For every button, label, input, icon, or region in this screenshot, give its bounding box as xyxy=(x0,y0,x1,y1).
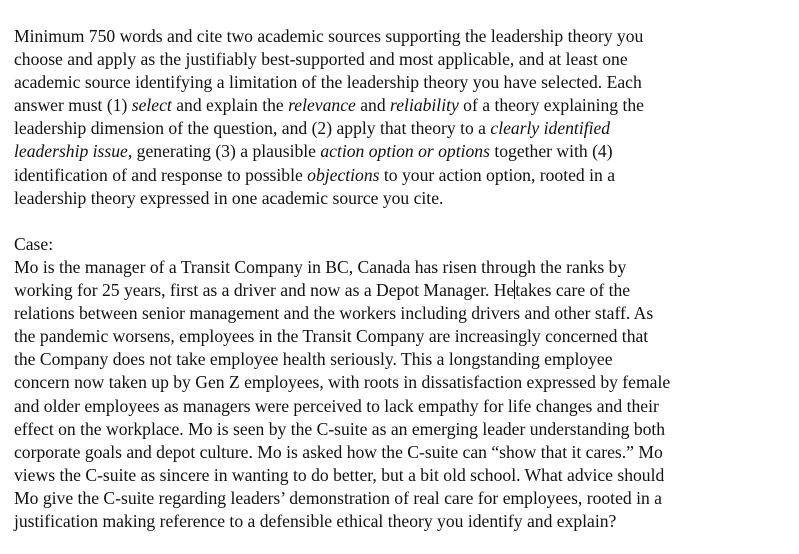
text-line: concern now taken up by Gen Z employees, with roots in dissatisfaction expressed by female xyxy=(14,372,671,393)
italic-clearly-identified: clearly identified xyxy=(490,118,611,139)
text-line: relations between senior management and the workers including drivers and other staff. As xyxy=(14,303,654,324)
instructions-paragraph xyxy=(14,25,794,210)
text-line: Minimum 750 words and cite two academic sources supporting the leadership theory you xyxy=(14,26,644,46)
text-line: justification making reference to a defensible ethical theory you identify and explain? xyxy=(14,510,617,531)
text-run: working for 25 years, first as a driver and now as a Depot Manager. He xyxy=(14,280,515,301)
text-line: Mo is the manager of a Transit Company in BC, Canada has risen through the ranks by xyxy=(14,256,627,277)
text-line[interactable] xyxy=(14,279,794,302)
text-run: of a theory explaining the xyxy=(458,95,644,116)
text-run: and xyxy=(355,95,391,116)
italic-objections: objections xyxy=(307,164,380,185)
italic-relevance: relevance xyxy=(288,95,356,116)
text-line: academic source identifying a limitation of the leadership theory you have selected. Each xyxy=(14,72,642,93)
text-line: leadership theory expressed in one academic source you cite. xyxy=(14,187,444,208)
text-line: and older employees as managers were perceived to lack empathy for life changes and their xyxy=(14,395,659,416)
text-line: Mo give the C-suite regarding leaders’ demonstration of real care for employees, rooted in a xyxy=(14,487,662,508)
text-line xyxy=(14,164,794,187)
text-run: leadership dimension of the question, and (2) apply that theory to a xyxy=(14,118,491,139)
text-line xyxy=(14,117,794,140)
text-run: identification of and response to possible xyxy=(14,164,308,185)
italic-action-options: action option or options xyxy=(320,141,490,162)
text-line: views the C-suite as sincere in wanting to do better, but a bit old school. What advice should xyxy=(14,464,665,485)
text-line: the pandemic worsens, employees in the Transit Company are increasingly concerned that xyxy=(14,326,649,347)
text-run: to your action option, rooted in a xyxy=(379,164,616,185)
text-run: answer must (1) xyxy=(14,95,132,116)
text-line xyxy=(14,140,794,163)
case-paragraph xyxy=(14,233,794,533)
text-run: and explain the xyxy=(171,95,289,116)
text-line: corporate goals and depot culture. Mo is asked how the C-suite can “show that it cares.” Mo xyxy=(14,441,663,462)
text-run: takes care of the xyxy=(515,280,631,301)
case-heading: Case: xyxy=(14,233,54,254)
text-line: the Company does not take employee health seriously. This a longstanding employee xyxy=(14,349,613,370)
italic-leadership-issue: leadership issue xyxy=(14,141,128,162)
text-line xyxy=(14,94,794,117)
italic-select: select xyxy=(131,95,172,116)
paragraph-spacer xyxy=(14,210,794,233)
text-line: effect on the workplace. Mo is seen by the C-suite as an emerging leader understanding both xyxy=(14,418,666,439)
text-run: , generating (3) a plausible xyxy=(127,141,321,162)
text-line: choose and apply as the justifiably best-supported and most applicable, and at least one xyxy=(14,49,628,70)
text-run: together with (4) xyxy=(489,141,613,162)
italic-reliability: reliability xyxy=(390,95,459,116)
document-body xyxy=(14,25,794,533)
